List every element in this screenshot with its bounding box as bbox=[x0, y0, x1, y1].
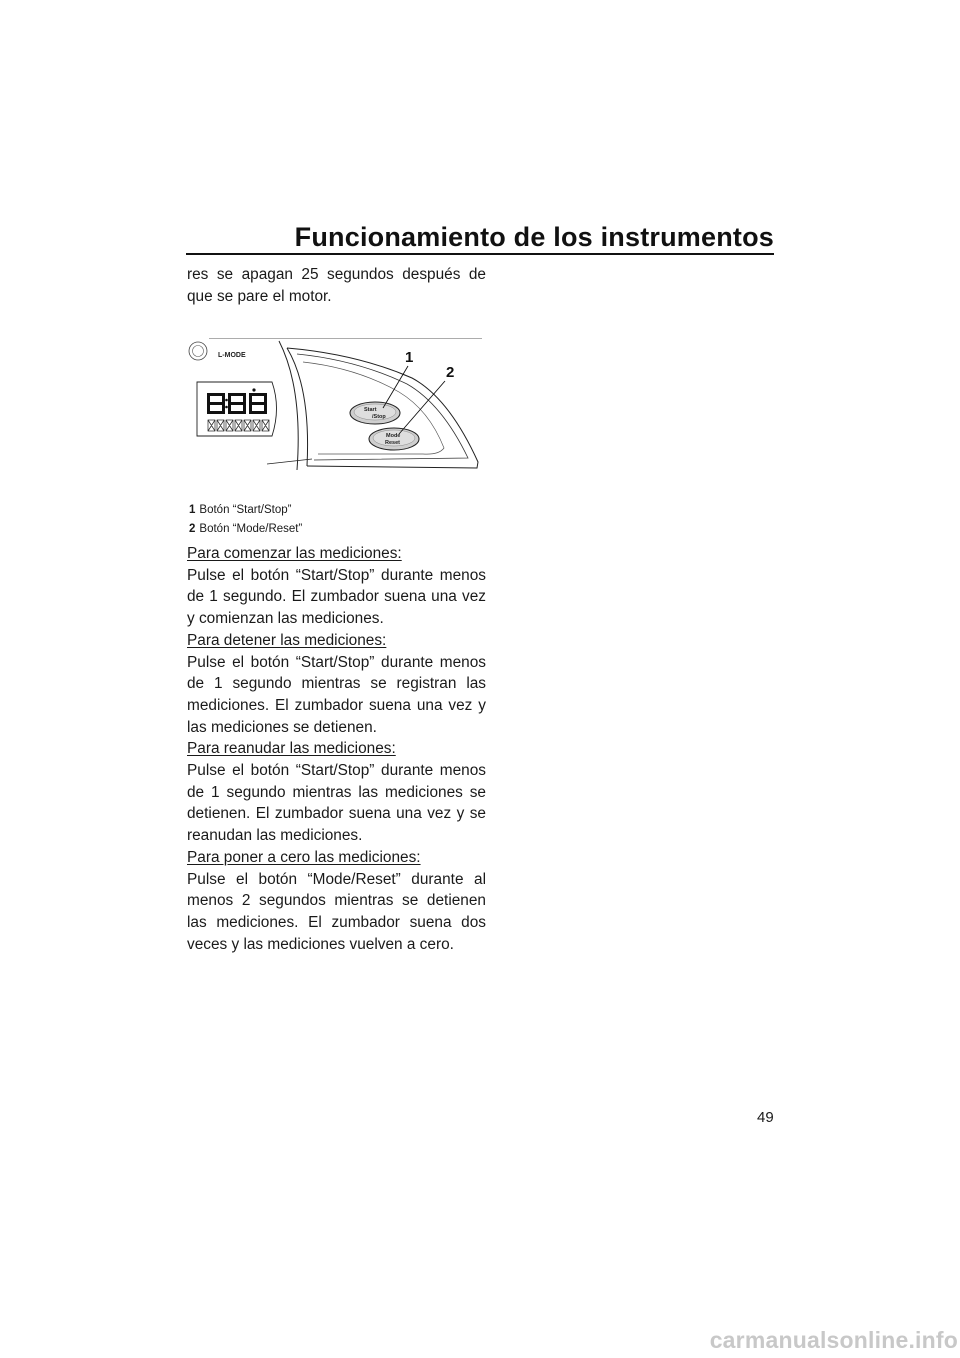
callout-line-2 bbox=[399, 381, 445, 434]
legend-item bbox=[189, 520, 302, 539]
start-button-label-line1: Start bbox=[364, 407, 377, 413]
intro-text-block bbox=[187, 264, 486, 307]
legend-text: Botón “Start/Stop” bbox=[199, 504, 292, 516]
lcd-display-icon bbox=[197, 382, 277, 436]
instructions-block bbox=[187, 543, 486, 955]
legend-number: 2 bbox=[189, 523, 196, 535]
legend-number: 1 bbox=[189, 504, 196, 516]
start-button-label-line2: /Stop bbox=[372, 414, 386, 420]
section-text-resume: Pulse el botón “Start/Stop” durante menos de 1 segundo mientras las mediciones se detienen. El zumbador suena una vez y se reanudan las mediciones. bbox=[187, 762, 486, 845]
section-text-reset: Pulse el botón “Mode/Reset” durante al menos 2 segundos mientras se detienen las mediciones. El zumbador suena dos veces y las mediciones vuelven a cero. bbox=[187, 870, 486, 953]
start-stop-button-icon bbox=[350, 402, 400, 424]
callout-number-2: 2 bbox=[446, 364, 455, 381]
section-heading-resume: Para reanudar las mediciones: bbox=[187, 740, 396, 758]
section-heading-stop: Para detener las mediciones: bbox=[187, 631, 387, 649]
l-mode-knob-icon bbox=[189, 342, 207, 360]
section-text-start: Pulse el botón “Start/Stop” durante menos de 1 segundo. El zumbador suena una vez y comienzan las mediciones. bbox=[187, 566, 486, 628]
watermark[interactable]: carmanualsonline.info bbox=[709, 1327, 958, 1353]
section-heading-start: Para comenzar las mediciones: bbox=[187, 545, 402, 562]
mode-reset-button-icon bbox=[369, 428, 419, 450]
callout-line-1 bbox=[383, 366, 408, 408]
legend-text: Botón “Mode/Reset” bbox=[199, 523, 303, 535]
title-rule bbox=[186, 253, 774, 255]
instrument-panel-figure bbox=[187, 338, 486, 473]
section-text-stop: Pulse el botón “Start/Stop” durante menos de 1 segundo mientras se registran las mediciones. El zumbador suena una vez y las mediciones se detienen. bbox=[187, 653, 486, 736]
page-number: 49 bbox=[757, 1109, 774, 1126]
intro-paragraph: res se apagan 25 segundos después de que se pare el motor. bbox=[187, 266, 486, 305]
mode-button-label-line1: Mode bbox=[386, 433, 401, 439]
l-mode-label: L-MODE bbox=[218, 352, 246, 359]
callout-number-1: 1 bbox=[405, 349, 414, 366]
legend-item bbox=[189, 501, 302, 520]
figure-legend bbox=[189, 501, 302, 539]
section-heading-reset: Para poner a cero las mediciones: bbox=[187, 848, 421, 866]
page-title: Funcionamiento de los instrumentos bbox=[294, 222, 774, 252]
mode-button-label-line2: Reset bbox=[385, 440, 400, 446]
